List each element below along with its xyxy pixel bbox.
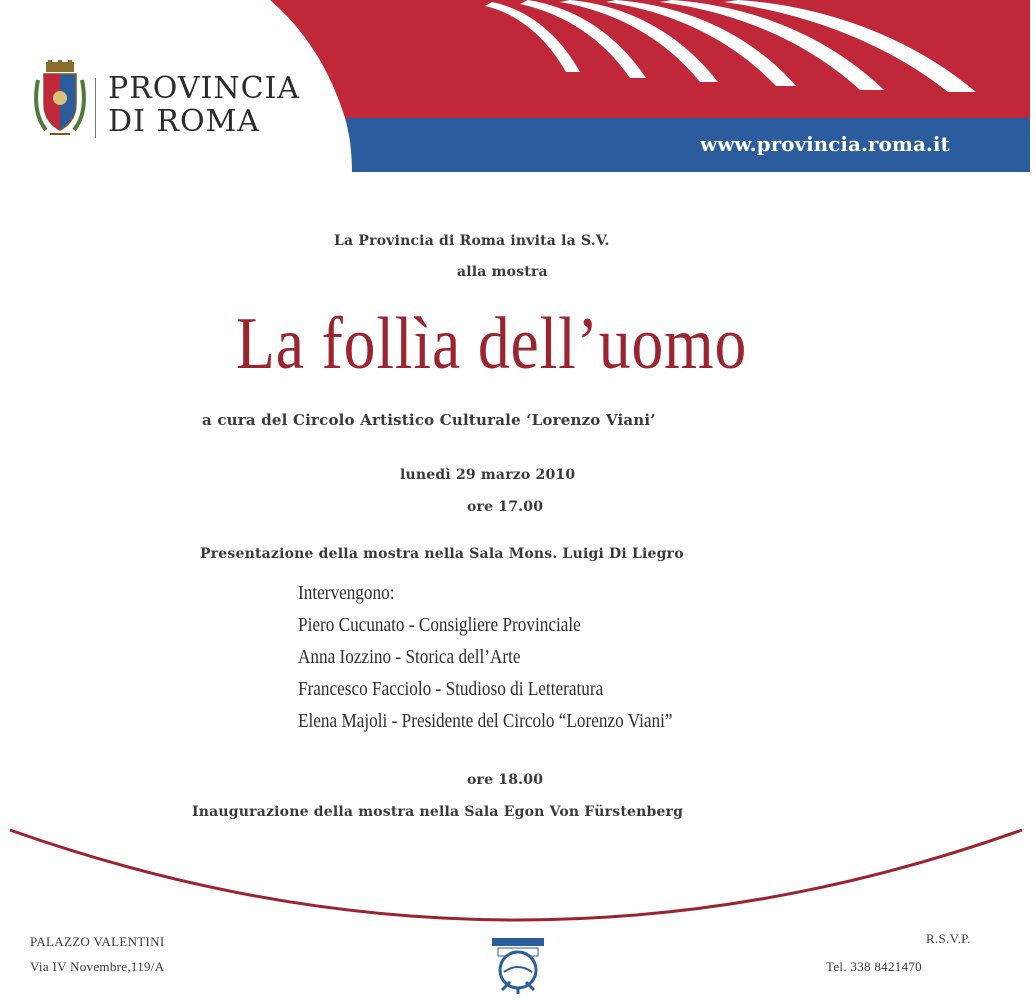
venue-name: PALAZZO VALENTINI <box>30 934 165 949</box>
speakers-heading: Intervengono: <box>298 582 395 604</box>
brand-name-line-2: DI ROMA <box>108 104 261 139</box>
speaker-item: Elena Majoli - Presidente del Circolo “Lorenzo Viani” <box>298 710 673 732</box>
invite-line: La Provincia di Roma invita la S.V. <box>334 233 610 249</box>
lorenzo-viani-logo-icon <box>486 936 550 996</box>
website-link[interactable]: www.provincia.roma.it <box>700 132 950 156</box>
venue-address: Via IV Novembre,119/A <box>30 959 165 974</box>
inauguration-time: ore 18.00 <box>467 772 544 788</box>
rsvp-label: R.S.V.P. <box>926 931 971 946</box>
curated-by: a cura del Circolo Artistico Culturale ‘Lorenzo Viani’ <box>202 411 656 429</box>
brand-divider <box>95 78 96 138</box>
presentation-time: ore 17.00 <box>467 499 544 515</box>
event-date: lunedì 29 marzo 2010 <box>400 467 576 483</box>
exhibition-intro: alla mostra <box>457 264 548 280</box>
decorative-arc <box>0 820 1036 930</box>
provincia-crest-icon <box>30 60 90 138</box>
speaker-item: Francesco Facciolo - Studioso di Letteratura <box>298 678 604 700</box>
presentation-text: Presentazione della mostra nella Sala Mons. Luigi Di Liegro <box>200 546 684 562</box>
brand-name-line-1: PROVINCIA <box>108 71 301 106</box>
rsvp-phone: Tel. 338 8421470 <box>826 959 922 974</box>
speaker-item: Piero Cucunato - Consigliere Provinciale <box>298 614 581 636</box>
exhibition-title: La follìa dell’uomo <box>236 303 748 385</box>
speaker-item: Anna Iozzino - Storica dell’Arte <box>298 646 521 668</box>
inauguration-text: Inaugurazione della mostra nella Sala Egon Von Fürstenberg <box>192 804 684 820</box>
